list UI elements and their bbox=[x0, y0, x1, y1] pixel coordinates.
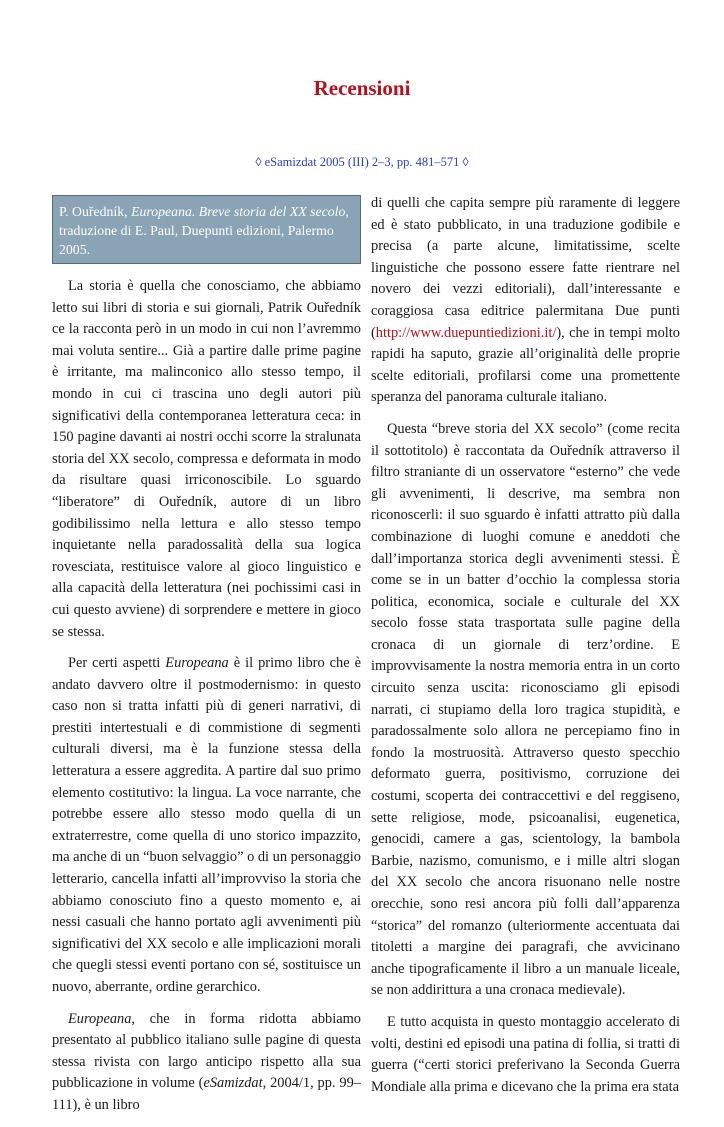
left-column bbox=[52, 193, 361, 1127]
paragraph: Per certi aspetti Europeana è il primo libro che è andato davvero oltre il postmodernismo: in questo caso non si tratta infatti più di generi narrativi, di prestiti intertestuali e di commistione di segmenti culturali diversi, ma è la funzione stessa della letteratura a essere aggredita. A partire dal suo primo elemento costitutivo: la lingua. La voce narrante, che potrebbe essere allo stesso modo quella di un extraterrestre, come quella di uno storico impazzito, ma anche di un “buon selvaggio” o di un personaggio letterario, cancella infatti all’improvviso la storia che abbiamo conosciuto fino a questo momento e, ai nessi casuali che hanno portato agli avvenimenti più significativi del XX secolo e alle implicazioni morali che quegli stessi eventi portano con sé, sostituisce un nuovo, aberrante, ordine gerarchico. bbox=[52, 655, 361, 995]
journal-citation: ◊ eSamizdat 2005 (III) 2–3, pp. 481–571 ◊ bbox=[255, 155, 469, 169]
paragraph: E tutto acquista in questo montaggio accelerato di volti, destini ed episodi una patina di follia, si tratti di guerra (“certi storici preferivano la Seconda Guerra Mondiale alla prima e dicevano che la prima era stata bbox=[371, 1013, 680, 1095]
paragraph: di quelli che capita sempre più raramente di leggere ed è stato pubblicato, in una traduzione godibile e precisa (a parte alcune, limitatissime, scelte linguistiche che possono essere fatte rientrare nel novero dei vezzi editoriali), dall’interessante e coraggiosa casa editrice palermitana Due punti (http://www.duepuntiedizioni.it/), che in tempi molto rapidi ha saputo, grazie all’originalità delle proprie scelte editoriali, profilarsi come una promettente speranza del panorama culturale italiano. bbox=[371, 195, 680, 406]
paragraph: Questa “breve storia del XX secolo” (come recita il sottotitolo) è raccontata da Ouředník attraverso il filtro straniante di un osservatore “esterno” che vede gli avvenimenti, li descrive, ma sembra non riconoscerli: il suo sguardo è infatti attratto più dalla combinazione di luoghi comune e aneddoti che dall’importanza storica degli avvenimenti stessi. È come se in un batter d’occhio la complessa storia politica, economica, sociale e culturale del XX secolo fosse stata trasportata sulle pagine della cronaca di un giornale di terz’ordine. E improvvisamente la nostra memoria entra in un corto circuito senza uscita: riconosciamo gli episodi narrati, ci stupiamo della loro tragica stupidità, e paradossalmente solo allora ne percepiamo fino in fondo la mostruosità. Attraverso questo specchio deformato guerra, positivismo, corruzione dei costumi, scoperta dei contraccettivi e del reggiseno, sette religiose, mode, psicoanalisi, eugenetica, genocidi, camere a gas, scientology, la bambola Barbie, nazismo, comunismo, e i mille altri slogan del XX secolo che ancora risuonano nelle nostre orecchie, sono resi ancora più folli dall’apparenza “storica” del romanzo (ulteriormente accentuata dai titoletti a margine dei paragrafi, che avvicinano anche tipograficamente il libro a un manuale liceale, se non addirittura a una cronaca medievale). bbox=[371, 420, 680, 999]
reference-author: P. Ouředník, bbox=[59, 204, 132, 219]
paragraph: La storia è quella che conosciamo, che abbiamo letto sui libri di storia e sui giornali, Patrik Ouředník ce la racconta però in un modo in cui non l’avremmo mai voluta sentire... Già a partire dalle prime pagine è irritante, ma malinconico allo stesso tempo, il mondo in cui ci trascina uno degli autori più significativi della contemporanea letteratura ceca: in 150 pagine davanti ai nostri occhi scorre la stralunata storia del XX secolo, compressa e deformata in modo da risultare quasi irriconoscibile. Lo sguardo “liberatore” di Ouředník, autore di un libro godibilissimo nella lettura e allo stesso tempo inquietante nella paradossalità della sua logica rovesciata, restituisce valore al gioco linguistico e alla capacità della letteratura (nei pochissimi casi in cui questo avviene) di sorprendere e mettere in gioco se stessa. bbox=[52, 278, 361, 640]
reference-details: , traduzione di E. Paul, Duepunti edizioni, Palermo 2005. bbox=[59, 204, 349, 257]
paragraph: Europeana, che in forma ridotta abbiamo presentato al pubblico italiano sulle pagine di questa stessa rivista con largo anticipo rispetto alla sua pubblicazione in volume (eSamizdat, 2004/1, pp. 99–111), è un libro bbox=[52, 1010, 361, 1113]
section-title: Recensioni bbox=[313, 76, 411, 100]
publisher-link[interactable]: http://www.duepuntiedizioni.it/ bbox=[375, 324, 557, 341]
book-reference-box bbox=[52, 195, 361, 264]
right-column bbox=[371, 193, 680, 1108]
reference-book-title: Europeana. Breve storia del XX secolo bbox=[131, 204, 346, 219]
